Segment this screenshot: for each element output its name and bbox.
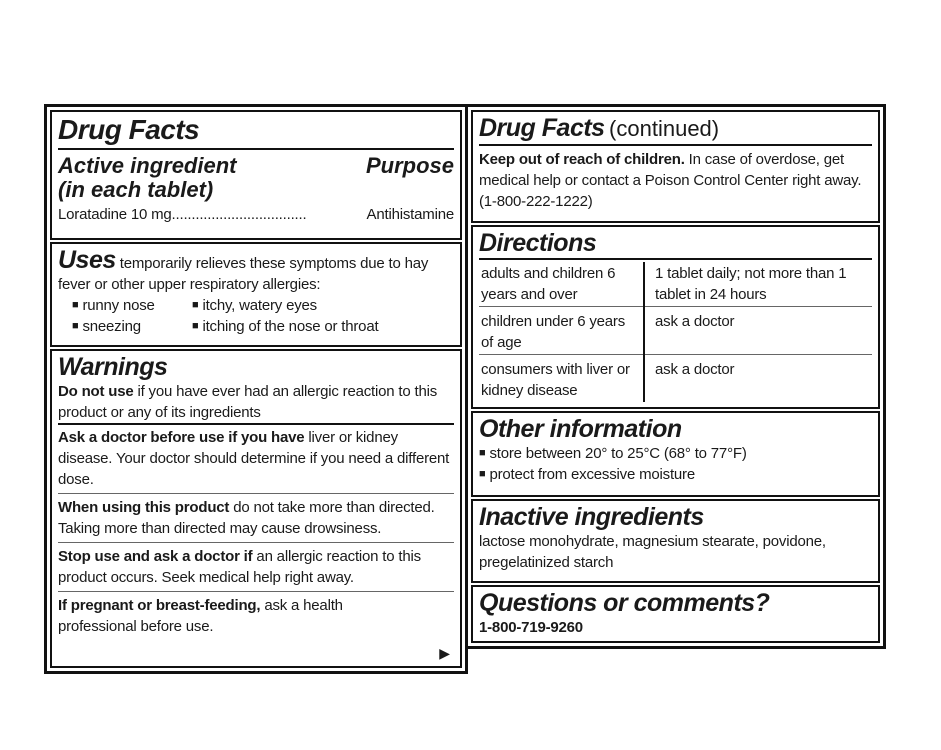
warning-pregnant bbox=[58, 595, 454, 637]
questions-phone: 1-800-719-9260 bbox=[479, 619, 583, 636]
warning-when-using bbox=[58, 497, 454, 539]
warnings-section bbox=[50, 349, 462, 668]
questions-section bbox=[471, 585, 880, 643]
continue-arrow-icon: ▶ bbox=[439, 645, 450, 661]
uses-section bbox=[50, 242, 462, 347]
drug-facts-panel-right bbox=[465, 104, 886, 649]
drug-facts-panel-left bbox=[44, 104, 468, 674]
questions-heading: Questions or comments? bbox=[479, 589, 770, 617]
table-row bbox=[479, 262, 872, 307]
inactive-ingredients-heading: Inactive ingredients bbox=[479, 503, 704, 531]
warning-text: liver or kidney disease. Your doctor should determine if you need a different dose. bbox=[58, 429, 450, 488]
other-information-heading: Other information bbox=[479, 415, 682, 443]
other-bullet: ■ store between 20° to 25°C (68° to 77°F) bbox=[479, 443, 872, 464]
warning-text: if you have ever had an allergic reaction to this product or any of its ingredients bbox=[58, 383, 438, 421]
purpose-heading: Purpose bbox=[365, 153, 454, 178]
drug-facts-continued-title: Drug Facts bbox=[479, 114, 605, 142]
active-ingredient-section bbox=[50, 110, 462, 240]
inactive-ingredients-text: lactose monohydrate, magnesium stearate, povidone, pregelatinized starch bbox=[479, 533, 826, 571]
table-row bbox=[479, 307, 872, 355]
uses-heading: Uses bbox=[58, 246, 116, 274]
directions-section bbox=[471, 225, 880, 409]
uses-bullet: ■ itching of the nose or throat bbox=[192, 316, 454, 337]
warning-bold: Stop use and ask a doctor if bbox=[58, 548, 253, 565]
directions-heading: Directions bbox=[479, 229, 597, 257]
warning-text: do not take more than directed. Taking more than directed may cause drowsiness. bbox=[58, 499, 435, 537]
uses-intro: temporarily relieves these symptoms due to hay fever or other upper respiratory allergies: bbox=[58, 255, 429, 293]
directions-dose: ask a doctor bbox=[644, 355, 872, 403]
uses-bullet: ■ runny nose bbox=[72, 295, 192, 316]
directions-who: children under 6 years of age bbox=[479, 307, 644, 355]
table-row bbox=[479, 355, 872, 403]
active-ingredient-heading: Active ingredient bbox=[58, 153, 237, 178]
active-ingredient-subheading: (in each tablet) bbox=[58, 177, 214, 202]
keep-out-section bbox=[471, 110, 880, 223]
warning-do-not-use bbox=[58, 381, 454, 423]
warning-text: an allergic reaction to this product occurs. Seek medical help right away. bbox=[58, 548, 421, 586]
other-information-section bbox=[471, 411, 880, 497]
uses-bullet: ■ sneezing bbox=[72, 316, 192, 337]
warning-ask-doctor bbox=[58, 427, 454, 490]
keep-out-text: In case of overdose, get medical help or contact a Poison Control Center right away. (1-800-222-1222) bbox=[479, 151, 862, 210]
warning-text: ask a health professional before use. bbox=[58, 597, 343, 635]
directions-dose: 1 tablet daily; not more than 1 tablet in 24 hours bbox=[655, 265, 847, 303]
inactive-ingredients-section bbox=[471, 499, 880, 583]
keep-out-bold: Keep out of reach of children. bbox=[479, 151, 685, 168]
warning-stop-use bbox=[58, 546, 454, 588]
uses-bullet: ■ itchy, watery eyes bbox=[192, 295, 454, 316]
directions-dose: ask a doctor bbox=[644, 307, 872, 355]
directions-who: adults and children 6 years and over bbox=[479, 262, 644, 307]
warning-bold: Do not use bbox=[58, 383, 134, 400]
directions-who: consumers with liver or kidney disease bbox=[479, 355, 644, 403]
continued-label: (continued) bbox=[609, 116, 720, 141]
ingredient-purpose: Antihistamine bbox=[366, 206, 454, 223]
directions-table bbox=[479, 262, 872, 402]
warnings-heading: Warnings bbox=[58, 353, 168, 381]
warning-bold: Ask a doctor before use if you have bbox=[58, 429, 305, 446]
warning-bold: If pregnant or breast-feeding, bbox=[58, 597, 261, 614]
drug-facts-title: Drug Facts bbox=[58, 114, 200, 145]
warning-bold: When using this product bbox=[58, 499, 230, 516]
ingredient-line: Loratadine 10 mg.................................. bbox=[58, 206, 307, 223]
other-bullet: ■ protect from excessive moisture bbox=[479, 464, 872, 485]
